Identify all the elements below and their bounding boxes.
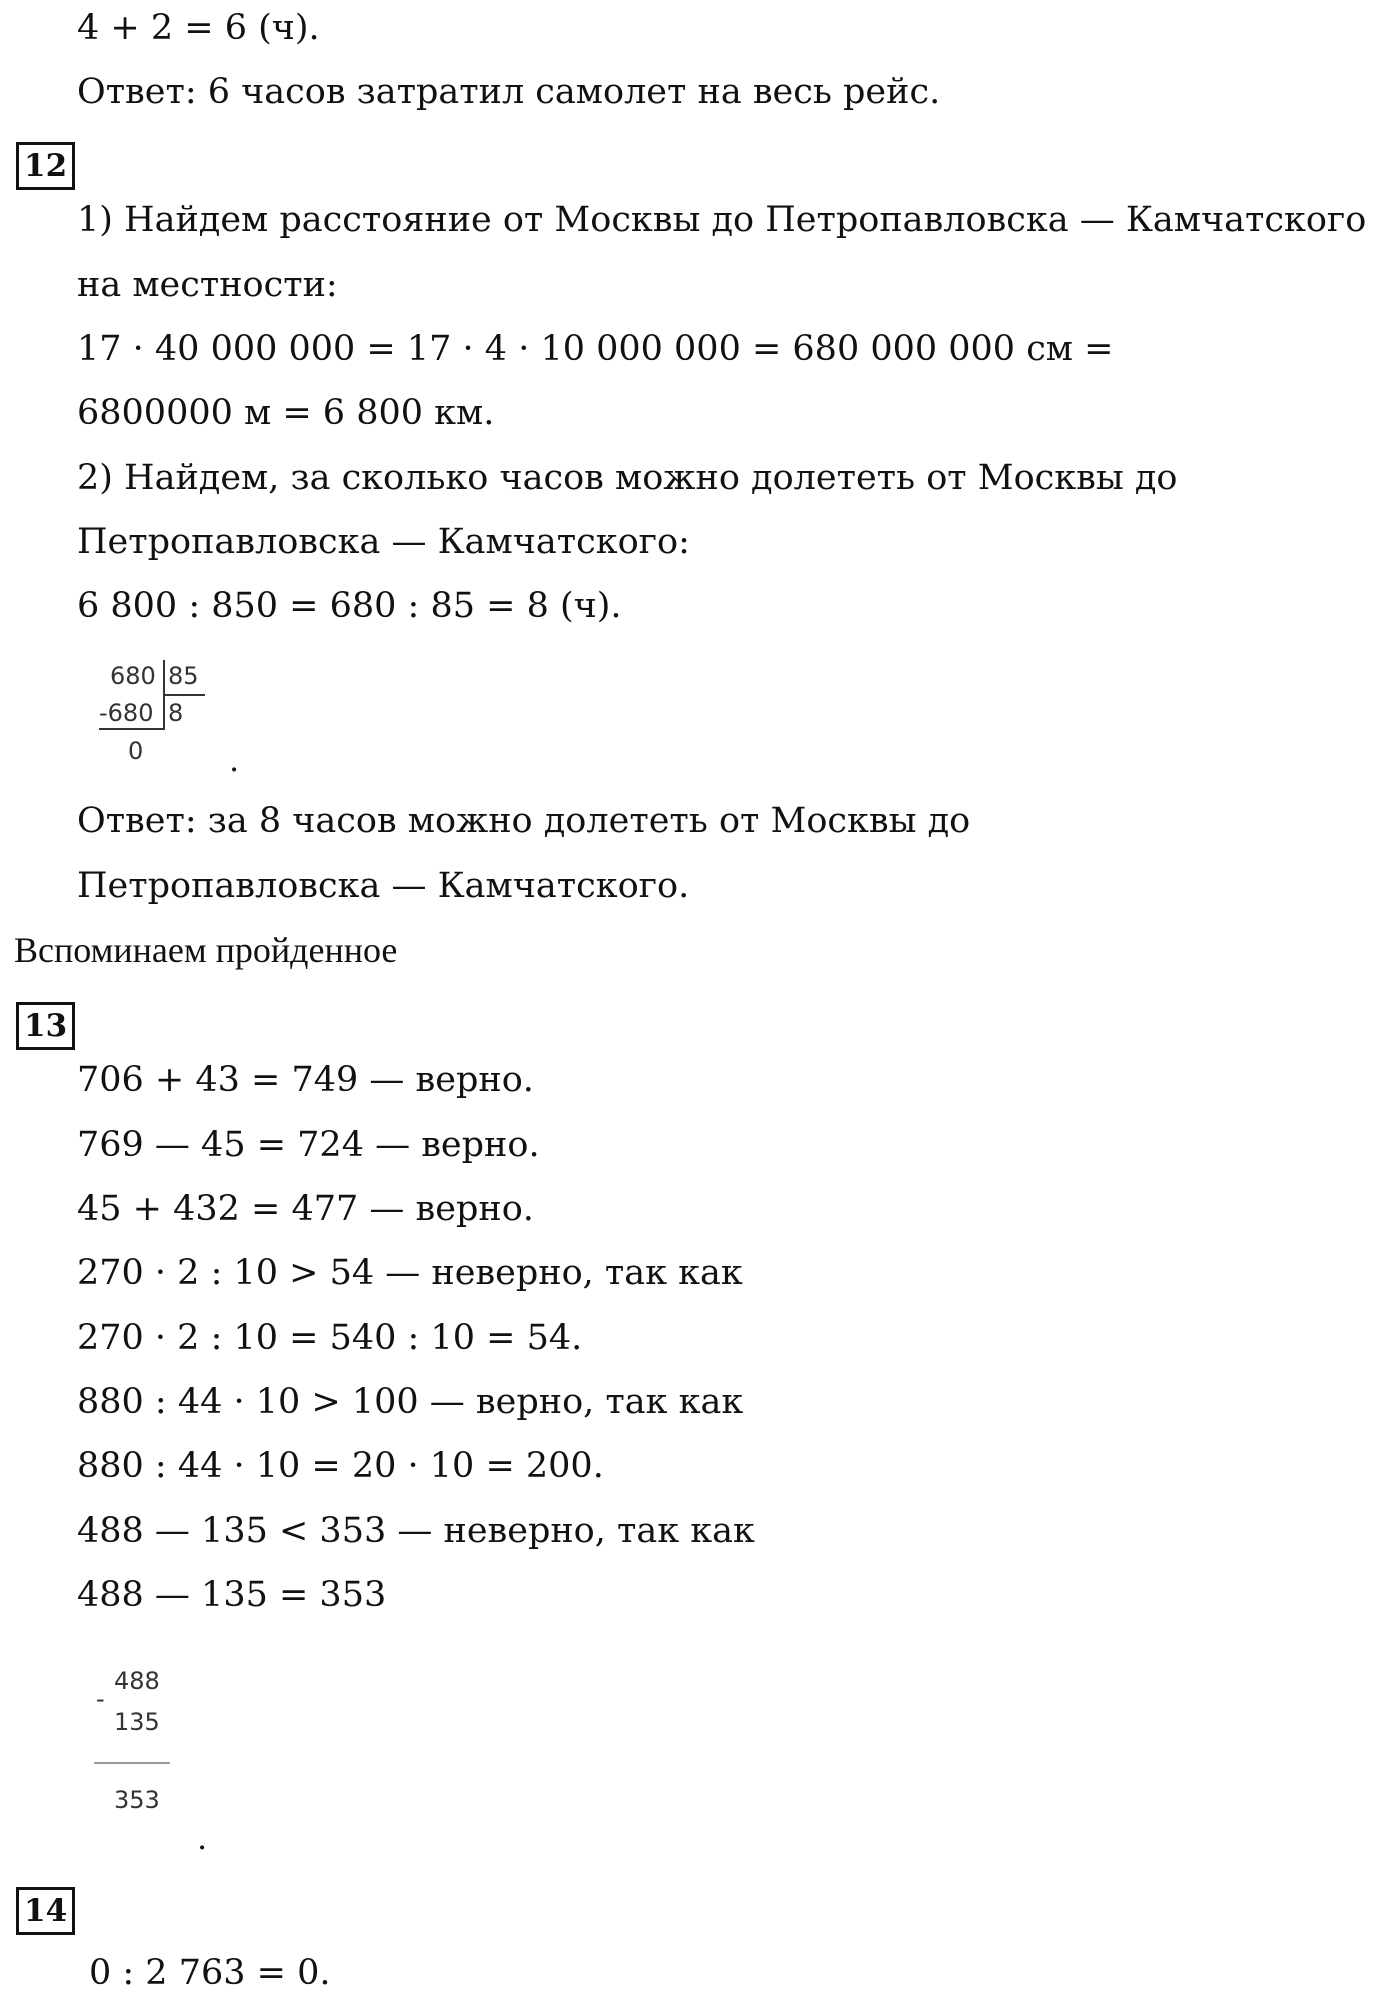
subtraction-rule — [94, 1762, 170, 1764]
division-subtrahend: -680 — [99, 699, 154, 727]
subtraction-result: 353 — [114, 1786, 160, 1814]
task13-line: 270 · 2 : 10 > 54 — неверно, так как — [77, 1253, 743, 1293]
task12-line: 2) Найдем, за сколько часов можно долететь от Москвы до — [77, 458, 1178, 498]
subtraction-subtrahend: 135 — [114, 1708, 160, 1736]
division-divisor: 85 — [168, 662, 199, 690]
subtraction-minuend: 488 — [114, 1667, 160, 1695]
task13-line: 45 + 432 = 477 — верно. — [77, 1189, 534, 1229]
division-quotient: 8 — [168, 699, 184, 727]
task13-line: 488 — 135 = 353 — [77, 1575, 387, 1615]
task13-line: 270 · 2 : 10 = 540 : 10 = 54. — [77, 1318, 583, 1358]
division-remainder: 0 — [128, 737, 144, 765]
division-subtraction-rule — [99, 728, 163, 730]
figure-period: . — [197, 1819, 208, 1857]
equation-line: 4 + 2 = 6 (ч). — [77, 8, 320, 48]
task12-line: 6800000 м = 6 800 км. — [77, 393, 495, 433]
division-divisor-rule — [163, 694, 205, 696]
task12-answer-line: Петропавловска — Камчатского. — [77, 866, 690, 906]
task12-line: 17 · 40 000 000 = 17 · 4 · 10 000 000 = 680 000 000 см = — [77, 329, 1114, 369]
task12-answer-line: Ответ: за 8 часов можно долететь от Москвы до — [77, 801, 971, 841]
task12-line: на местности: — [77, 265, 338, 305]
task-number-13: 13 — [16, 1002, 75, 1050]
task14-line: 0 : 2 763 = 0. — [89, 1953, 331, 1993]
figure-period: . — [229, 741, 240, 779]
task12-line: 6 800 : 850 = 680 : 85 = 8 (ч). — [77, 586, 622, 626]
task13-line: 880 : 44 · 10 = 20 · 10 = 200. — [77, 1446, 604, 1486]
task-number-12: 12 — [16, 142, 75, 190]
task13-line: 706 + 43 = 749 — верно. — [77, 1060, 534, 1100]
task12-line: 1) Найдем расстояние от Москвы до Петропавловска — Камчатского — [77, 200, 1367, 240]
section-title: Вспоминаем пройденное — [14, 930, 398, 970]
task13-line: 488 — 135 < 353 — неверно, так как — [77, 1511, 755, 1551]
task13-line: 769 — 45 = 724 — верно. — [77, 1125, 540, 1165]
task13-line: 880 : 44 · 10 > 100 — верно, так как — [77, 1382, 744, 1422]
subtraction-sign: - — [96, 1685, 105, 1713]
task-number-14: 14 — [16, 1887, 75, 1935]
division-dividend: 680 — [110, 662, 156, 690]
answer-line: Ответ: 6 часов затратил самолет на весь рейс. — [77, 72, 941, 112]
task12-line: Петропавловска — Камчатского: — [77, 522, 690, 562]
